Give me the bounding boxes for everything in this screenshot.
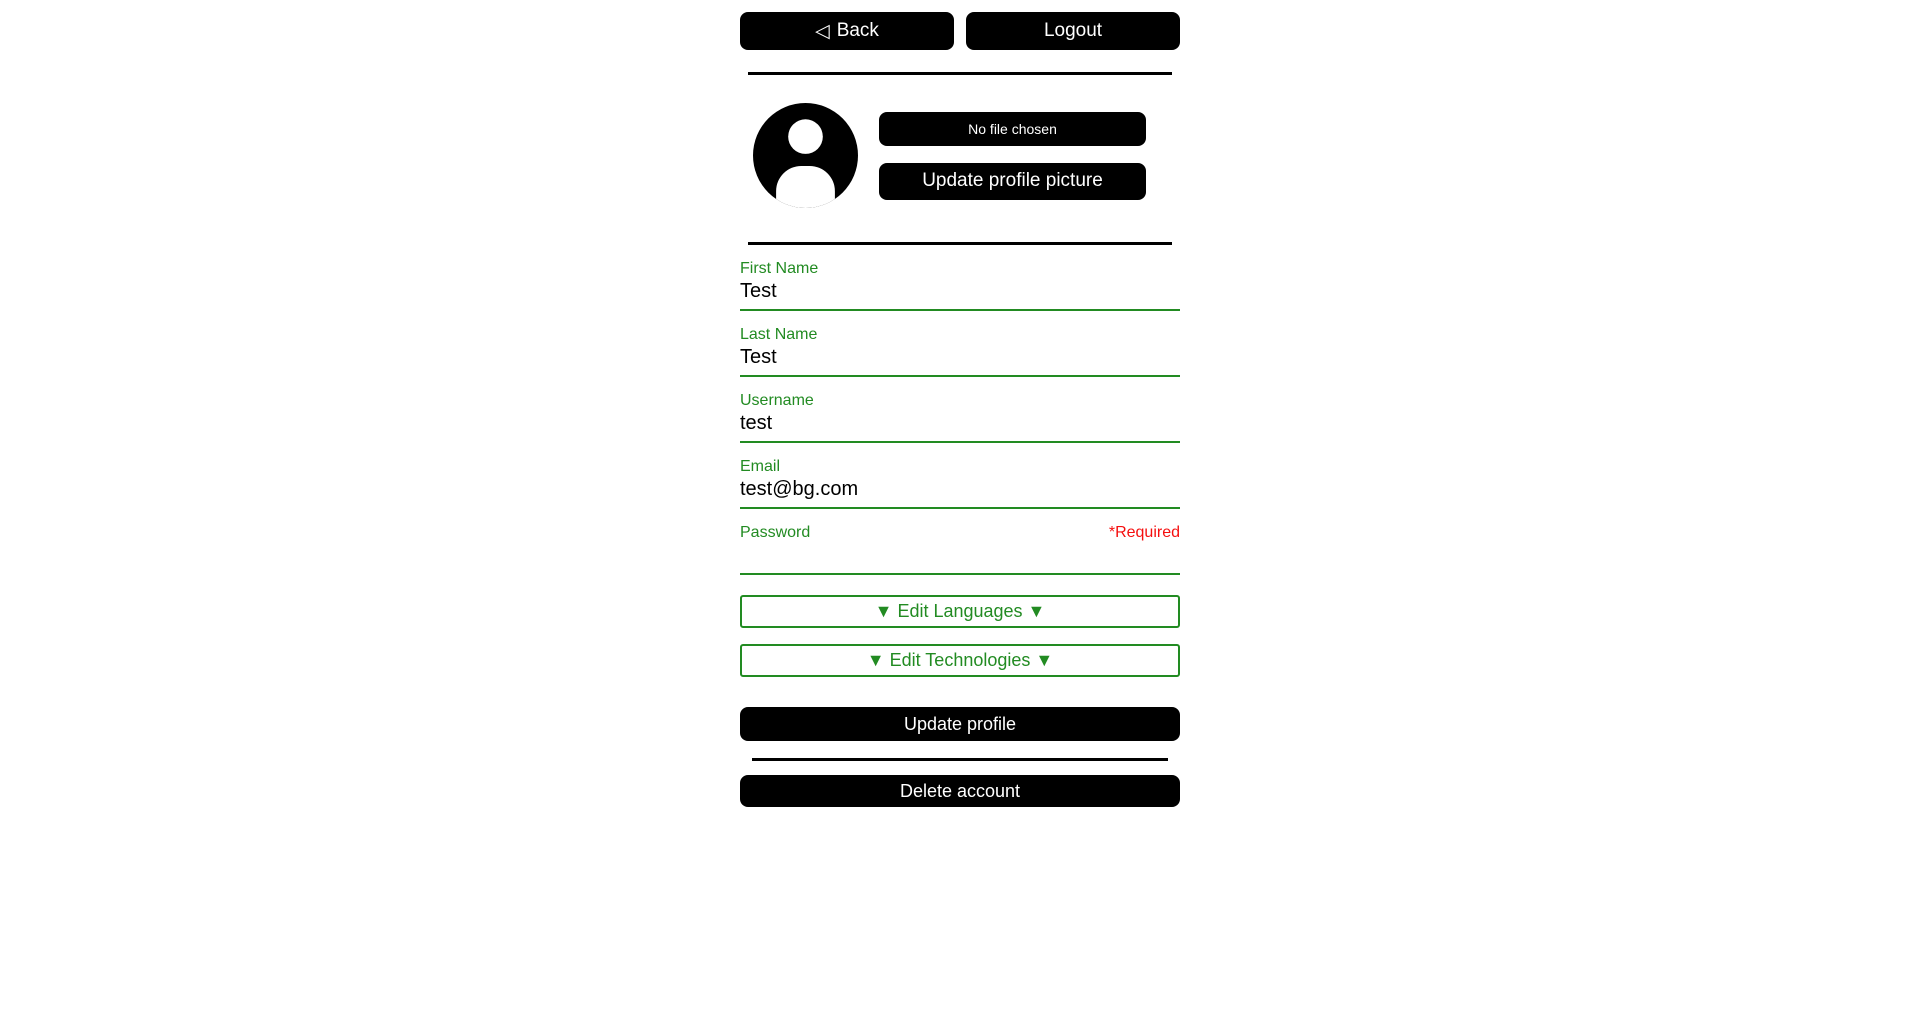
field-first-name (740, 245, 1180, 311)
profile-picture-section (740, 103, 1180, 208)
divider-delete (752, 758, 1168, 761)
back-button-label: Back (836, 20, 879, 41)
edit-technologies-label: ▼ Edit Technologies ▼ (866, 650, 1054, 670)
profile-form (740, 245, 1180, 741)
picture-buttons-column (879, 112, 1146, 200)
delete-account-button[interactable] (740, 775, 1180, 807)
last-name-input[interactable] (740, 344, 1180, 377)
field-email (740, 443, 1180, 509)
logout-button[interactable] (966, 12, 1180, 50)
update-profile-picture-label: Update profile picture (922, 170, 1103, 191)
field-password (740, 509, 1180, 575)
delete-account-label: Delete account (899, 780, 1021, 801)
logout-button-label: Logout (1043, 20, 1103, 41)
first-name-label: First Name (740, 260, 819, 277)
top-button-row (740, 12, 1180, 50)
profile-page (740, 0, 1180, 807)
file-input-status: No file chosen (968, 120, 1057, 137)
email-input[interactable] (740, 476, 1180, 509)
password-input[interactable] (740, 542, 1180, 575)
back-button[interactable] (740, 12, 954, 50)
update-profile-button[interactable] (740, 707, 1180, 741)
file-input[interactable] (879, 112, 1146, 146)
divider-top (748, 72, 1172, 75)
update-profile-picture-button[interactable] (879, 163, 1146, 200)
edit-languages-label: ▼ Edit Languages ▼ (874, 601, 1046, 621)
field-username (740, 377, 1180, 443)
avatar-icon (753, 103, 858, 208)
password-label-row (740, 523, 1180, 542)
first-name-input[interactable] (740, 278, 1180, 311)
back-arrow-icon: ◁ (815, 20, 830, 42)
username-input[interactable] (740, 410, 1180, 443)
edit-technologies-toggle[interactable] (740, 644, 1180, 677)
password-label: Password (740, 524, 811, 541)
field-last-name (740, 311, 1180, 377)
username-label: Username (740, 392, 814, 409)
email-label: Email (740, 458, 781, 475)
last-name-label: Last Name (740, 326, 818, 343)
edit-languages-toggle[interactable] (740, 595, 1180, 628)
password-required-note: *Required (1108, 524, 1180, 541)
update-profile-label: Update profile (903, 713, 1017, 734)
